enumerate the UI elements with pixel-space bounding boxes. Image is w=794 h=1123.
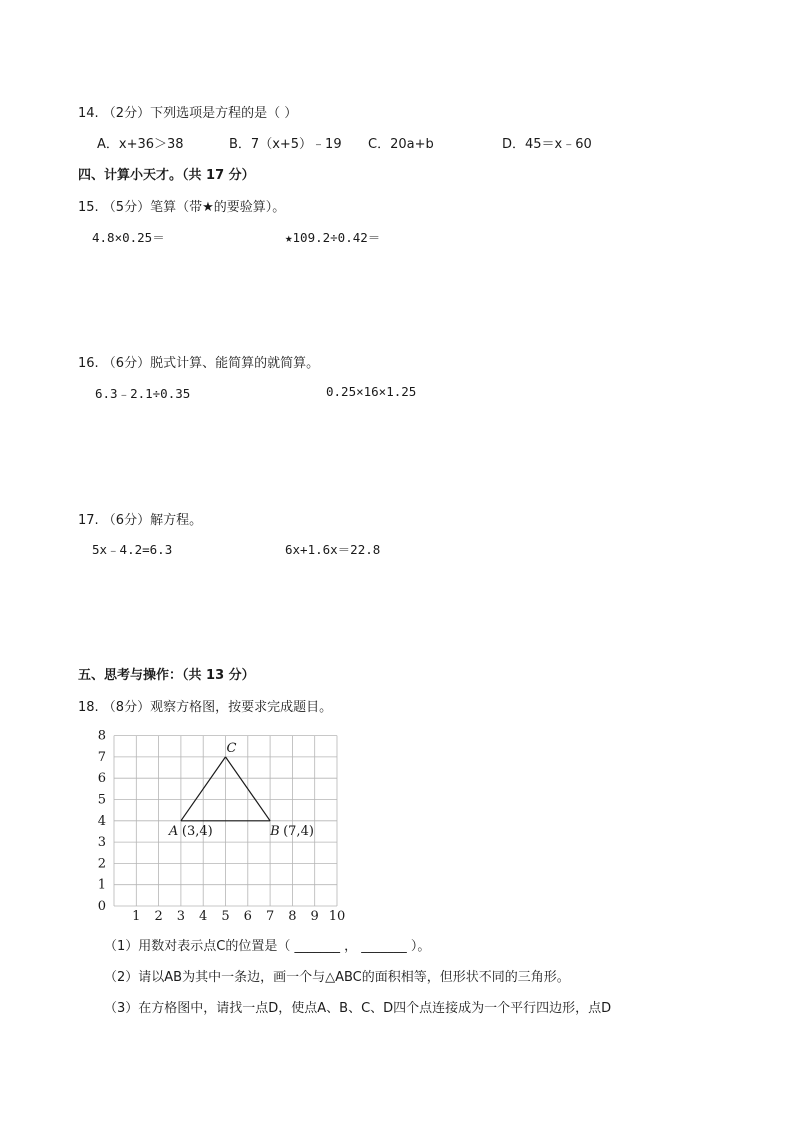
q15-item-1: 4.8×0.25＝ bbox=[92, 230, 165, 245]
point-b-coords: (7,4) bbox=[283, 823, 314, 839]
q15-stem: 15. （5分）笔算（带★的要验算）。 bbox=[78, 200, 286, 215]
y-tick-label: 8 bbox=[97, 728, 106, 744]
q17-stem: 17. （6分）解方程。 bbox=[78, 513, 203, 528]
y-tick-label: 0 bbox=[97, 899, 106, 914]
section-4-title: 四、计算小天才。（共 17 分） bbox=[78, 168, 255, 183]
y-tick-label: 2 bbox=[97, 856, 106, 872]
y-tick-label: 4 bbox=[97, 813, 106, 829]
q14-option-d: D．45＝x﹣60 bbox=[502, 137, 592, 152]
q18-stem: 18. （8分）观察方格图，按要求完成题目。 bbox=[78, 700, 333, 715]
x-tick-label: 9 bbox=[310, 909, 319, 924]
q14-option-b: B．7（x+5）﹣19 bbox=[229, 137, 342, 152]
q14-stem: 14. （2分）下列选项是方程的是（ ） bbox=[78, 106, 298, 121]
x-tick-label: 3 bbox=[176, 909, 186, 924]
point-c-name: C bbox=[226, 740, 237, 756]
q17-item-1: 5x﹣4.2=6.3 bbox=[92, 542, 173, 557]
x-tick-label: 10 bbox=[328, 909, 346, 924]
q14-option-c: C．20a+b bbox=[368, 137, 434, 152]
x-tick-label: 1 bbox=[132, 909, 141, 924]
q16-item-2: 0.25×16×1.25 bbox=[326, 384, 417, 399]
coordinate-grid bbox=[90, 718, 350, 928]
q16-stem: 16. （6分）脱式计算、能简算的就简算。 bbox=[78, 356, 320, 371]
y-tick-label: 6 bbox=[97, 771, 106, 787]
q16-item-1: 6.3﹣2.1÷0.35 bbox=[95, 386, 191, 401]
x-tick-label: 6 bbox=[243, 909, 252, 924]
point-a-name: A bbox=[168, 823, 179, 839]
q15-item-2: ★109.2÷0.42＝ bbox=[285, 230, 381, 245]
y-tick-label: 5 bbox=[97, 792, 106, 808]
point-b-name: B bbox=[270, 823, 280, 839]
x-tick-label: 2 bbox=[154, 909, 163, 924]
q18-part-2: （2）请以AB为其中一条边，画一个与△ABC的面积相等，但形状不同的三角形。 bbox=[104, 970, 570, 985]
x-tick-label: 7 bbox=[265, 909, 275, 924]
q18-part-1: （1）用数对表示点C的位置是（ _______ ， _______ ）。 bbox=[104, 939, 431, 954]
y-tick-label: 1 bbox=[97, 877, 106, 893]
q14-option-a: A．x+36＞38 bbox=[97, 137, 184, 152]
q17-item-2: 6x+1.6x＝22.8 bbox=[285, 542, 381, 557]
x-tick-label: 5 bbox=[221, 909, 230, 924]
y-tick-label: 3 bbox=[97, 835, 106, 851]
x-tick-label: 8 bbox=[288, 909, 297, 924]
section-5-title: 五、思考与操作：（共 13 分） bbox=[78, 668, 255, 683]
point-a-coords: (3,4) bbox=[181, 823, 213, 839]
y-tick-label: 7 bbox=[97, 749, 106, 765]
q18-part-3: （3）在方格图中，请找一点D，使点A、B、C、D四个点连接成为一个平行四边形，点D bbox=[104, 1001, 612, 1016]
x-tick-label: 4 bbox=[199, 909, 208, 924]
